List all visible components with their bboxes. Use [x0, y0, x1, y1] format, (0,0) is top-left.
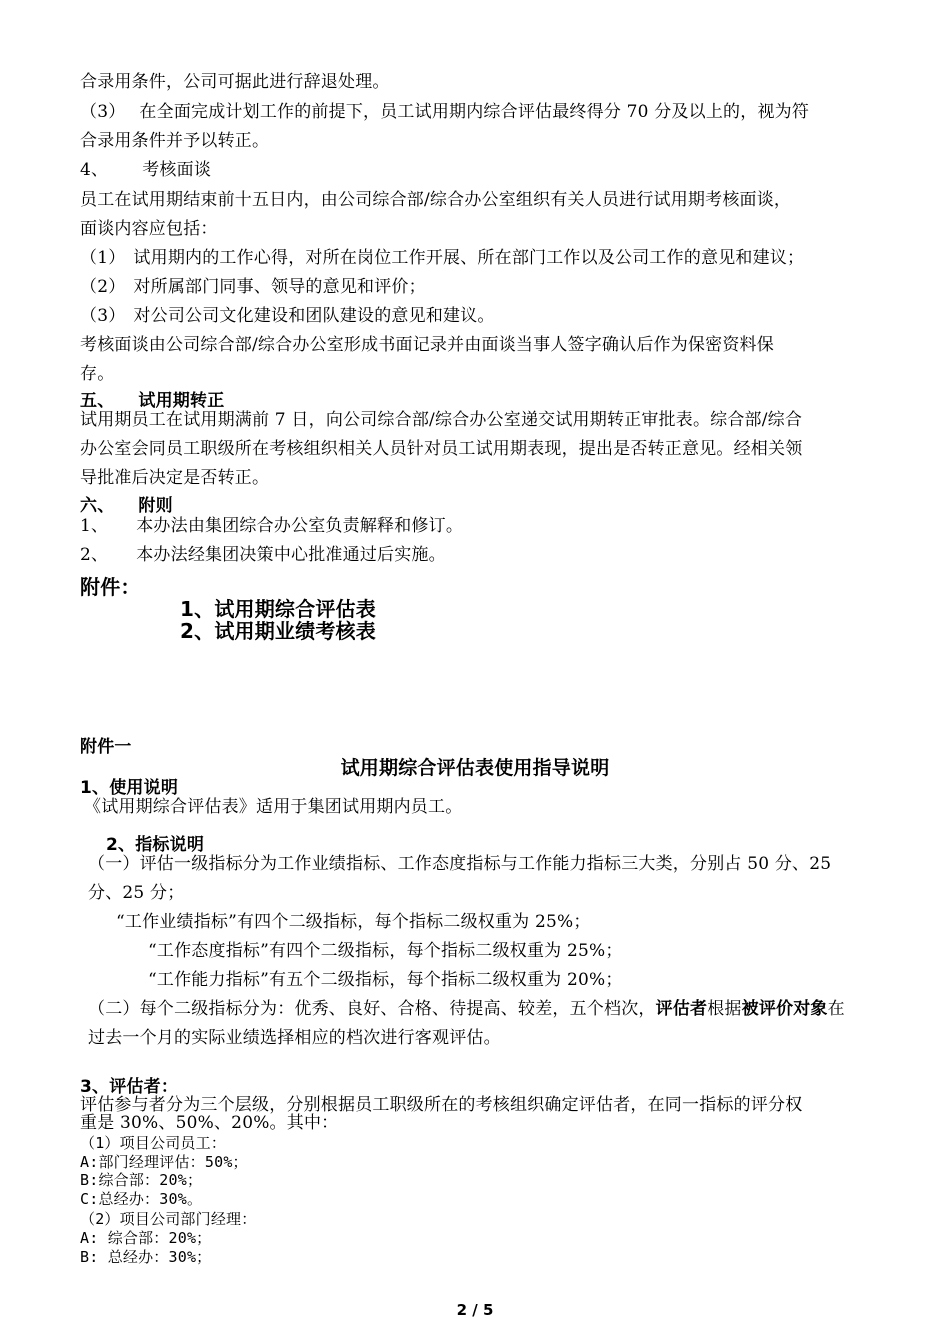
section-heading-5: [80, 391, 224, 411]
list-item-3: [80, 306, 495, 326]
annex-title: 试用期综合评估表使用指导说明: [340, 757, 610, 779]
text-run: 在: [827, 999, 845, 1019]
paragraph-line: 重是 30%、50%、20%。其中：: [80, 1113, 339, 1133]
group-item: C:总经办：30%。: [80, 1190, 203, 1208]
paragraph-line: 过去一个月的实际业绩选择相应的档次进行客观评估。: [88, 1028, 501, 1048]
item-text: 对公司公司文化建设和团队建设的意见和建议。: [133, 306, 495, 326]
paragraph-line: 合录用条件并予以转正。: [80, 131, 270, 151]
paragraph-line: 评估参与者分为三个层级，分别根据员工职级所在的考核组织确定评估者，在同一指标的评分权: [80, 1095, 803, 1115]
paragraph-line: 《试用期综合评估表》适用于集团试用期内员工。: [84, 797, 463, 817]
heading-number: 六、: [80, 496, 115, 516]
group-item: B: 总经办：30%；: [80, 1248, 212, 1266]
annex-label: 附件一: [80, 737, 132, 757]
section-heading-6: [80, 496, 173, 516]
heading-title: 附则: [138, 496, 173, 516]
group-heading: （1）项目公司员工：: [80, 1134, 227, 1152]
attachment-item-2: 2、试用期业绩考核表: [180, 619, 376, 643]
paragraph-line: 面谈内容应包括：: [80, 219, 218, 239]
group-item: A:部门经理评估：50%；: [80, 1153, 248, 1171]
item-number: （3）: [80, 102, 126, 122]
list-item-2: [80, 277, 426, 297]
paragraph-line: 员工在试用期结束前十五日内，由公司综合部/综合办公室组织有关人员进行试用期考核面谈，: [80, 190, 792, 210]
paragraph-line: [88, 999, 845, 1019]
item-text: 本办法由集团综合办公室负责解释和修订。: [136, 516, 464, 536]
heading-title: 考核面谈: [142, 160, 212, 180]
group-item: A: 综合部：20%；: [80, 1229, 212, 1247]
list-item-2: [80, 545, 446, 565]
group-heading: （2）项目公司部门经理：: [80, 1210, 257, 1228]
list-item-1: [80, 516, 463, 536]
bold-text: 评估者: [655, 999, 708, 1019]
text-run: 根据: [707, 999, 742, 1019]
indicator-line: “工作能力指标”有五个二级指标，每个指标二级权重为 20%；: [148, 970, 623, 990]
bold-text: 被评价对象: [741, 999, 828, 1019]
item-number: 1、: [80, 516, 109, 536]
item-text: 试用期内的工作心得，对所在岗位工作开展、所在部门工作以及公司工作的意见和建议；: [133, 248, 805, 268]
heading-number: 五、: [80, 391, 115, 411]
page-number: 2 / 5: [456, 1301, 494, 1319]
paragraph-line: （一）评估一级指标分为工作业绩指标、工作态度指标与工作能力指标三大类，分别占 50 分、25: [88, 854, 832, 874]
paragraph-line: 考核面谈由公司综合部/综合办公室形成书面记录并由面谈当事人签字确认后作为保密资料保: [80, 335, 774, 355]
item-number: （2）: [80, 277, 126, 297]
group-item: B:综合部：20%；: [80, 1171, 203, 1189]
item-number: （1）: [80, 248, 126, 268]
heading-title: 试用期转正: [138, 391, 225, 411]
subheading-usage: 1、使用说明: [80, 778, 179, 798]
list-item-1: [80, 248, 804, 268]
attachment-item-1: 1、试用期综合评估表: [180, 597, 376, 621]
subheading-indicators: 2、指标说明: [106, 835, 205, 855]
indicator-line: “工作态度指标”有四个二级指标，每个指标二级权重为 25%；: [148, 941, 623, 961]
item-text: 对所属部门同事、领导的意见和评价；: [133, 277, 426, 297]
text-run: （二）每个二级指标分为：优秀、良好、合格、待提高、较差，五个档次，: [88, 999, 656, 1019]
subheading-evaluators: 3、评估者：: [80, 1077, 179, 1097]
attachments-label: 附件：: [80, 575, 141, 599]
item-number: （3）: [80, 306, 126, 326]
paragraph-line: 分、25 分；: [88, 883, 185, 903]
heading-number: 4、: [80, 160, 109, 180]
paragraph-line: 试用期员工在试用期满前 7 日，向公司综合部/综合办公室递交试用期转正审批表。综合部/综合: [80, 410, 803, 430]
paragraph-line: 存。: [80, 364, 115, 384]
list-item-3: [80, 102, 809, 122]
paragraph-line: 办公室会同员工职级所在考核组织相关人员针对员工试用期表现，提出是否转正意见。经相关领: [80, 439, 803, 459]
item-text: 本办法经集团决策中心批准通过后实施。: [136, 545, 446, 565]
item-text: 在全面完成计划工作的前提下，员工试用期内综合评估最终得分 70 分及以上的，视为符: [139, 102, 810, 122]
section-heading-4: [80, 160, 211, 180]
indicator-line: “工作业绩指标”有四个二级指标，每个指标二级权重为 25%；: [116, 912, 591, 932]
item-number: 2、: [80, 545, 109, 565]
paragraph-line: 导批准后决定是否转正。: [80, 468, 270, 488]
paragraph-line: 合录用条件，公司可据此进行辞退处理。: [80, 72, 390, 92]
